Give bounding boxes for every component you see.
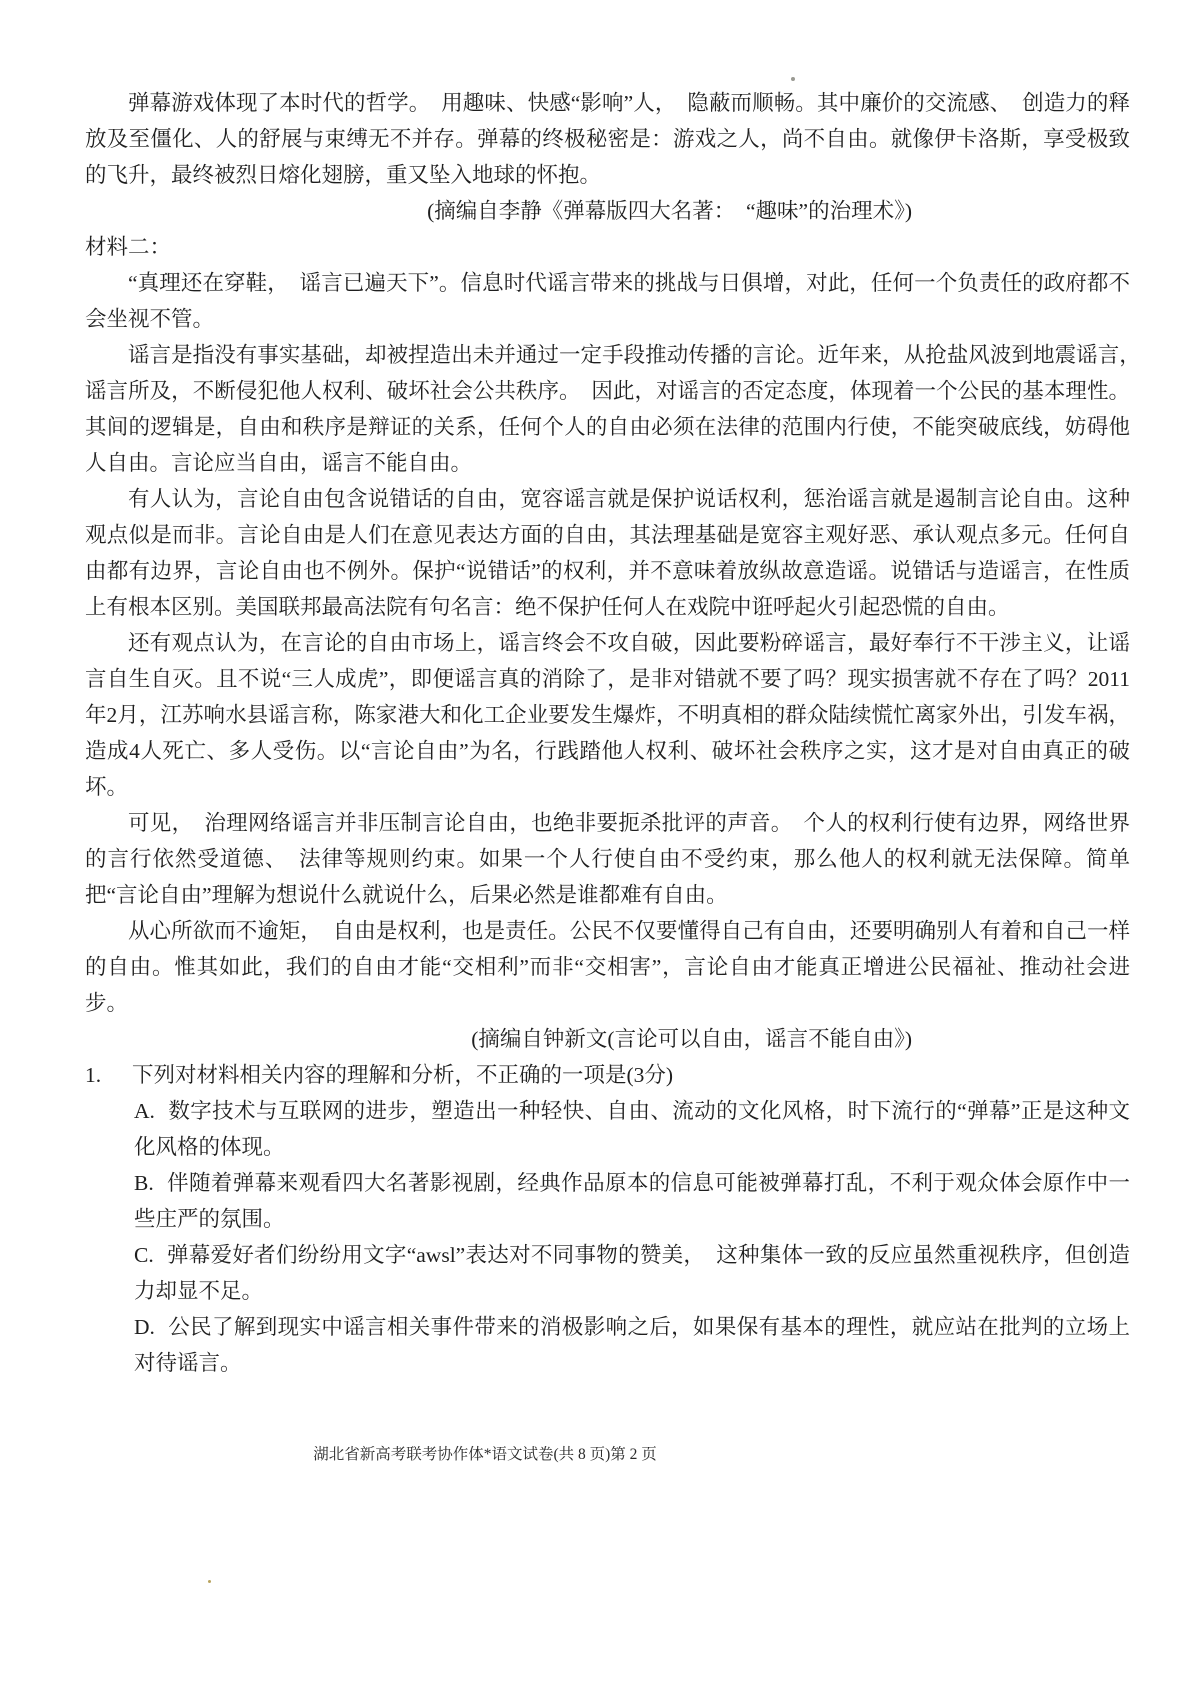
option-b-label: B. xyxy=(134,1171,154,1195)
question-1-option-d xyxy=(134,1309,1130,1381)
option-a-label: A. xyxy=(134,1099,155,1123)
material2-paragraph-1: “真理还在穿鞋， 谣言已遍天下”。信息时代谣言带来的挑战与日俱增，对此，任何一个负责任的政府都不会坐视不管。 xyxy=(85,271,1130,331)
material2-paragraph-3: 有人认为，言论自由包含说错话的自由，宽容谣言就是保护说话权利，惩治谣言就是遏制言论自由。这种观点似是而非。言论自由是人们在意见表达方面的自由，其法理基础是宽容主观好恶、承认观点多元。任何自由都有边界，言论自由也不例外。保护“说错话”的权利，并不意味着放纵故意造谣。说错话与造谣言，在性质上有根本区别。美国联邦最高法院有句名言：绝不保护任何人在戏院中诳呼起火引起恐慌的自由。 xyxy=(85,487,1130,619)
material2-paragraph-2: 谣言是指没有事实基础，却被捏造出未并通过一定手段推动传播的言论。近年来，从抢盐风波到地震谣言， 谣言所及，不断侵犯他人权利、破坏社会公共秩序。 因此，对谣言的否定态度，体现着一个公民的基本理性。其间的逻辑是，自由和秩序是辩证的关系，任何个人的自由必须在法律的范围内行使，不能突破底线，妨碍他人自由。言论应当自由，谣言不能自由。 xyxy=(85,343,1152,475)
page-footer: 湖北省新高考联考协作体*语文试卷(共 8 页)第 2 页 xyxy=(313,1446,657,1463)
material2-paragraph-5: 可见， 治理网络谣言并非压制言论自由，也绝非要扼杀批评的声音。 个人的权利行使有边界，网络世界的言行依然受道德、 法律等规则约束。如果一个人行使自由不受约束，那么他人的权利就无法保障。简单把“言论自由”理解为想说什么就说什么，后果必然是谁都难有自由。 xyxy=(85,811,1130,907)
option-b-text: 伴随着弹幕来观看四大名著影视剧，经典作品原本的信息可能被弹幕打乱，不利于观众体会原作中一些庄严的氛围。 xyxy=(134,1171,1130,1231)
option-a-text: 数字技术与互联网的进步，塑造出一种轻快、自由、流动的文化风格，时下流行的“弹幕”正是这种文化风格的体现。 xyxy=(134,1099,1130,1159)
question-1-stem: 下列对材料相关内容的理解和分析，不正确的一项是(3分) xyxy=(132,1063,674,1087)
material2-paragraph-6: 从心所欲而不逾矩， 自由是权利，也是责任。公民不仅要懂得自己有自由，还要明确别人有着和自己一样的自由。惟其如此，我们的自由才能“交相利”而非“交相害”，言论自由才能真正增进公民福祉、推动社会进步。 xyxy=(85,919,1130,1015)
scan-speck-2 xyxy=(208,1580,211,1583)
question-1 xyxy=(85,1057,1130,1381)
question-1-option-c xyxy=(134,1237,1130,1309)
question-1-number: 1. xyxy=(85,1063,102,1087)
material2-heading: 材料二： xyxy=(85,235,172,259)
material2-paragraph-4: 还有观点认为，在言论的自由市场上，谣言终会不攻自破，因此要粉碎谣言，最好奉行不干涉主义，让谣言自生自灭。且不说“三人成虎”，即便谣言真的消除了，是非对错就不要了吗？现实损害就不存在了吗？2011年2月，江苏响水县谣言称，陈家港大和化工企业要发生爆炸，不明真相的群众陆续慌忙离家外出，引发车祸，造成4人死亡、多人受伤。以“言论自由”为名，行践踏他人权利、破坏社会秩序之实，这才是对自由真正的破坏。 xyxy=(85,631,1130,799)
option-c-label: C. xyxy=(134,1243,154,1267)
question-1-option-b xyxy=(134,1165,1130,1237)
exam-body-text xyxy=(85,0,1152,1381)
option-d-text: 公民了解到现实中谣言相关事件带来的消极影响之后，如果保有基本的理性，就应站在批判的立场上对待谣言。 xyxy=(134,1315,1130,1375)
material2-citation: (摘编自钟新文(言论可以自由，谣言不能自由》) xyxy=(471,1027,912,1051)
question-1-stem-line xyxy=(85,1057,1130,1093)
option-c-text: 弹幕爱好者们纷纷用文字“awsl”表达对不同事物的赞美， 这种集体一致的反应虽然重视秩序，但创造力却显不足。 xyxy=(134,1243,1130,1303)
material1-citation: (摘编自李静《弹幕版四大名著： “趣味”的治理术》) xyxy=(427,199,912,223)
scan-speck-1 xyxy=(791,77,795,81)
option-d-label: D. xyxy=(134,1315,155,1339)
question-1-option-a xyxy=(134,1093,1130,1165)
material1-closing-paragraph: 弹幕游戏体现了本时代的哲学。 用趣味、快感“影响”人， 隐蔽而顺畅。其中廉价的交流感、 创造力的释放及至僵化、人的舒展与束缚无不并存。弹幕的终极秘密是：游戏之人，尚不自由。就像伊卡洛斯，享受极致的飞升，最终被烈日熔化翅膀，重又坠入地球的怀抱。 xyxy=(85,91,1130,187)
